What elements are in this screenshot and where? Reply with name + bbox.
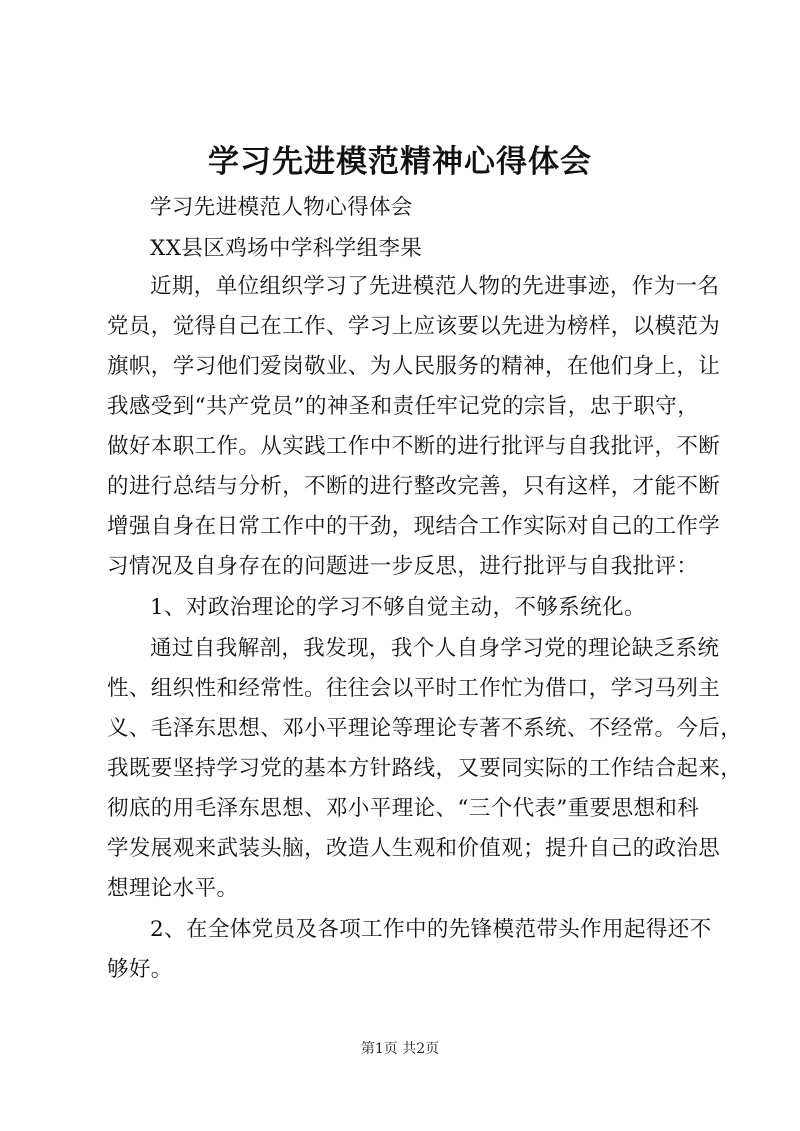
paragraph2-line: 义、毛泽东思想、邓小平理论等理论专著不系统、不经常。今后， <box>107 716 743 741</box>
paragraph2-line: 彻底的用毛泽东思想、邓小平理论、“三个代表”重要思想和科 <box>107 796 700 821</box>
document-title: 学习先进模范精神心得体会 <box>208 144 592 180</box>
paragraph1-line: 做好本职工作。从实践工作中不断的进行批评与自我批评，不断 <box>107 434 721 459</box>
paragraph2-line: 学发展观来武装头脑，改造人生观和价值观；提升自己的政治思 <box>107 836 721 861</box>
section-heading-2: 2、在全体党员及各项工作中的先锋模范带头作用起得还不 <box>150 917 712 942</box>
paragraph1-line: 旗帜，学习他们爱岗敬业、为人民服务的精神，在他们身上，让 <box>107 354 721 379</box>
paragraph1-line: 我感受到“共产党员”的神圣和责任牢记党的宗旨，忠于职守， <box>107 394 700 419</box>
section-heading-2-cont: 够好。 <box>107 957 173 982</box>
section-heading-1: 1、对政治理论的学习不够自觉主动，不够系统化。 <box>150 595 646 620</box>
paragraph2-line: 想理论水平。 <box>107 876 239 901</box>
paragraph1-line: 党员，觉得自己在工作、学习上应该要以先进为榜样，以模范为 <box>107 314 721 339</box>
paragraph2-line: 性、组织性和经常性。往往会以平时工作忙为借口，学习马列主 <box>107 676 721 701</box>
paragraph1-line: 增强自身在日常工作中的干劲，现结合工作实际对自己的工作学 <box>107 514 721 539</box>
subtitle: 学习先进模范人物心得体会 <box>150 195 413 220</box>
paragraph1-line: 近期，单位组织学习了先进模范人物的先进事迹，作为一名 <box>150 274 720 299</box>
paragraph2-line: 通过自我解剖，我发现，我个人自身学习党的理论缺乏系统 <box>150 636 720 661</box>
author-line: XX县区鸡场中学科学组李果 <box>150 236 423 261</box>
page-number: 第1页 共2页 <box>360 1041 440 1057</box>
paragraph2-line: 我既要坚持学习党的基本方针路线，又要同实际的工作结合起来， <box>107 756 743 781</box>
paragraph1-line: 习情况及自身存在的问题进一步反思，进行批评与自我批评： <box>107 554 699 579</box>
paragraph1-line: 的进行总结与分析，不断的进行整改完善，只有这样，才能不断 <box>107 474 721 499</box>
